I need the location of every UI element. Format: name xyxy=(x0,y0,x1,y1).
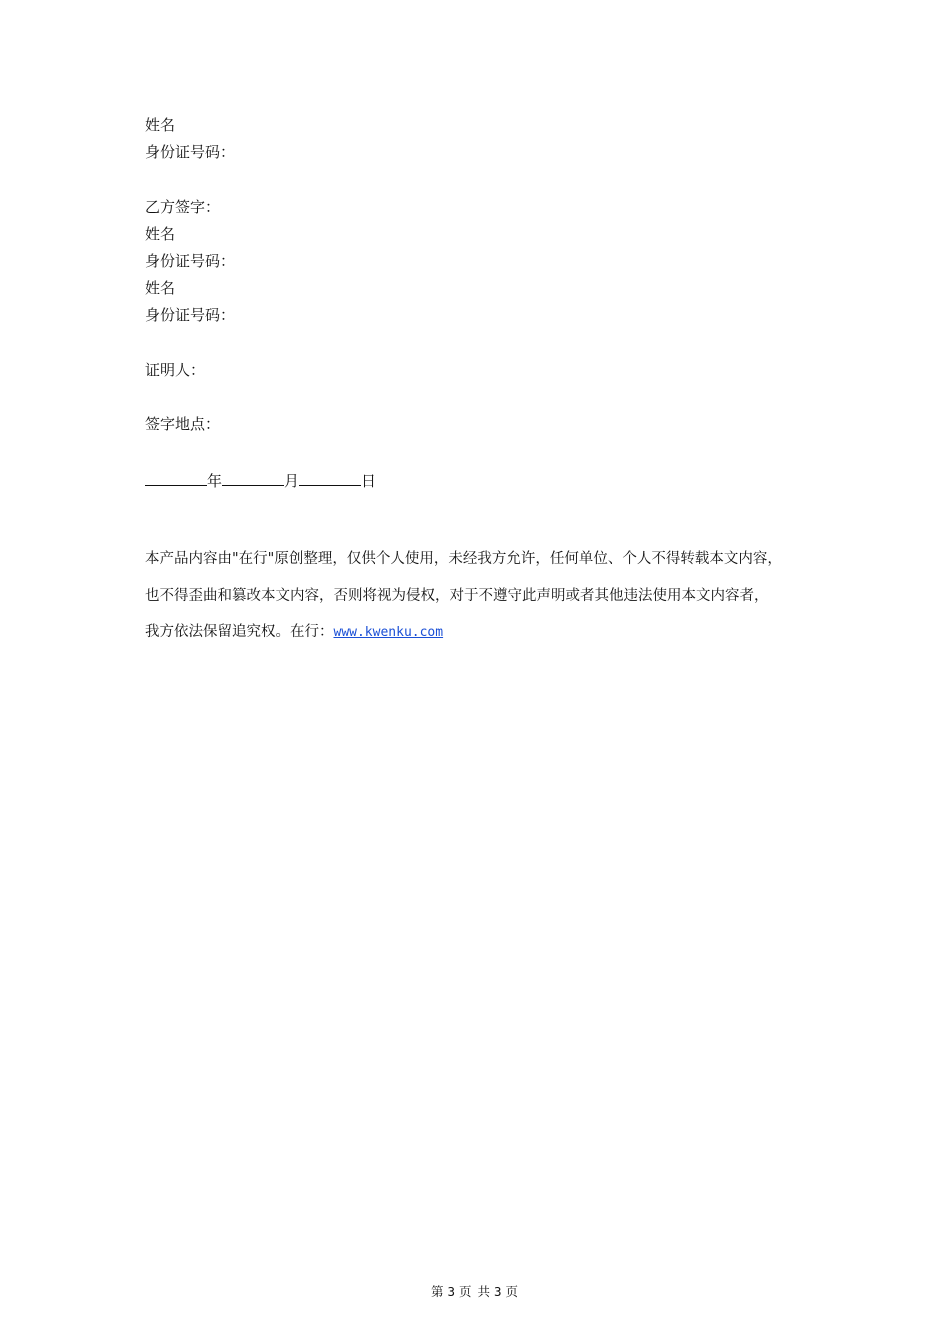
signing-date-line xyxy=(145,469,376,491)
party-b-person2-id-label: 身份证号码： xyxy=(145,306,236,324)
page-mid: 页 共 xyxy=(459,1284,491,1299)
party-a-name-label: 姓名 xyxy=(145,116,176,134)
year-label: 年 xyxy=(207,472,223,490)
party-a-id-label: 身份证号码： xyxy=(145,143,236,161)
page-footer xyxy=(0,1283,950,1301)
copyright-notice-line-2: 也不得歪曲和篡改本文内容，否则将视为侵权，对于不遵守此声明或者其他违法使用本文内容者， xyxy=(145,588,769,604)
total-pages-number: 3 xyxy=(493,1284,503,1299)
party-b-person2-name-label: 姓名 xyxy=(145,279,176,297)
month-label: 月 xyxy=(284,472,300,490)
witness-label: 证明人： xyxy=(145,361,206,379)
day-label: 日 xyxy=(361,472,377,490)
month-blank xyxy=(222,469,284,486)
signing-place-label: 签字地点： xyxy=(145,415,221,433)
notice-line-3-text: 我方依法保留追究权。在行： xyxy=(145,624,334,640)
website-link[interactable]: www.kwenku.com xyxy=(333,625,444,640)
current-page-number: 3 xyxy=(447,1284,456,1299)
copyright-notice-line-1: 本产品内容由"在行"原创整理，仅供个人使用，未经我方允许，任何单位、个人不得转载本文内容， xyxy=(145,551,782,567)
copyright-notice-line-3 xyxy=(145,622,830,643)
day-blank xyxy=(299,469,361,486)
party-b-heading: 乙方签字： xyxy=(145,198,221,216)
party-b-person1-id-label: 身份证号码： xyxy=(145,252,236,270)
page-prefix: 第 xyxy=(430,1284,445,1299)
party-b-person1-name-label: 姓名 xyxy=(145,225,176,243)
year-blank xyxy=(145,469,207,486)
page-suffix: 页 xyxy=(505,1284,520,1299)
